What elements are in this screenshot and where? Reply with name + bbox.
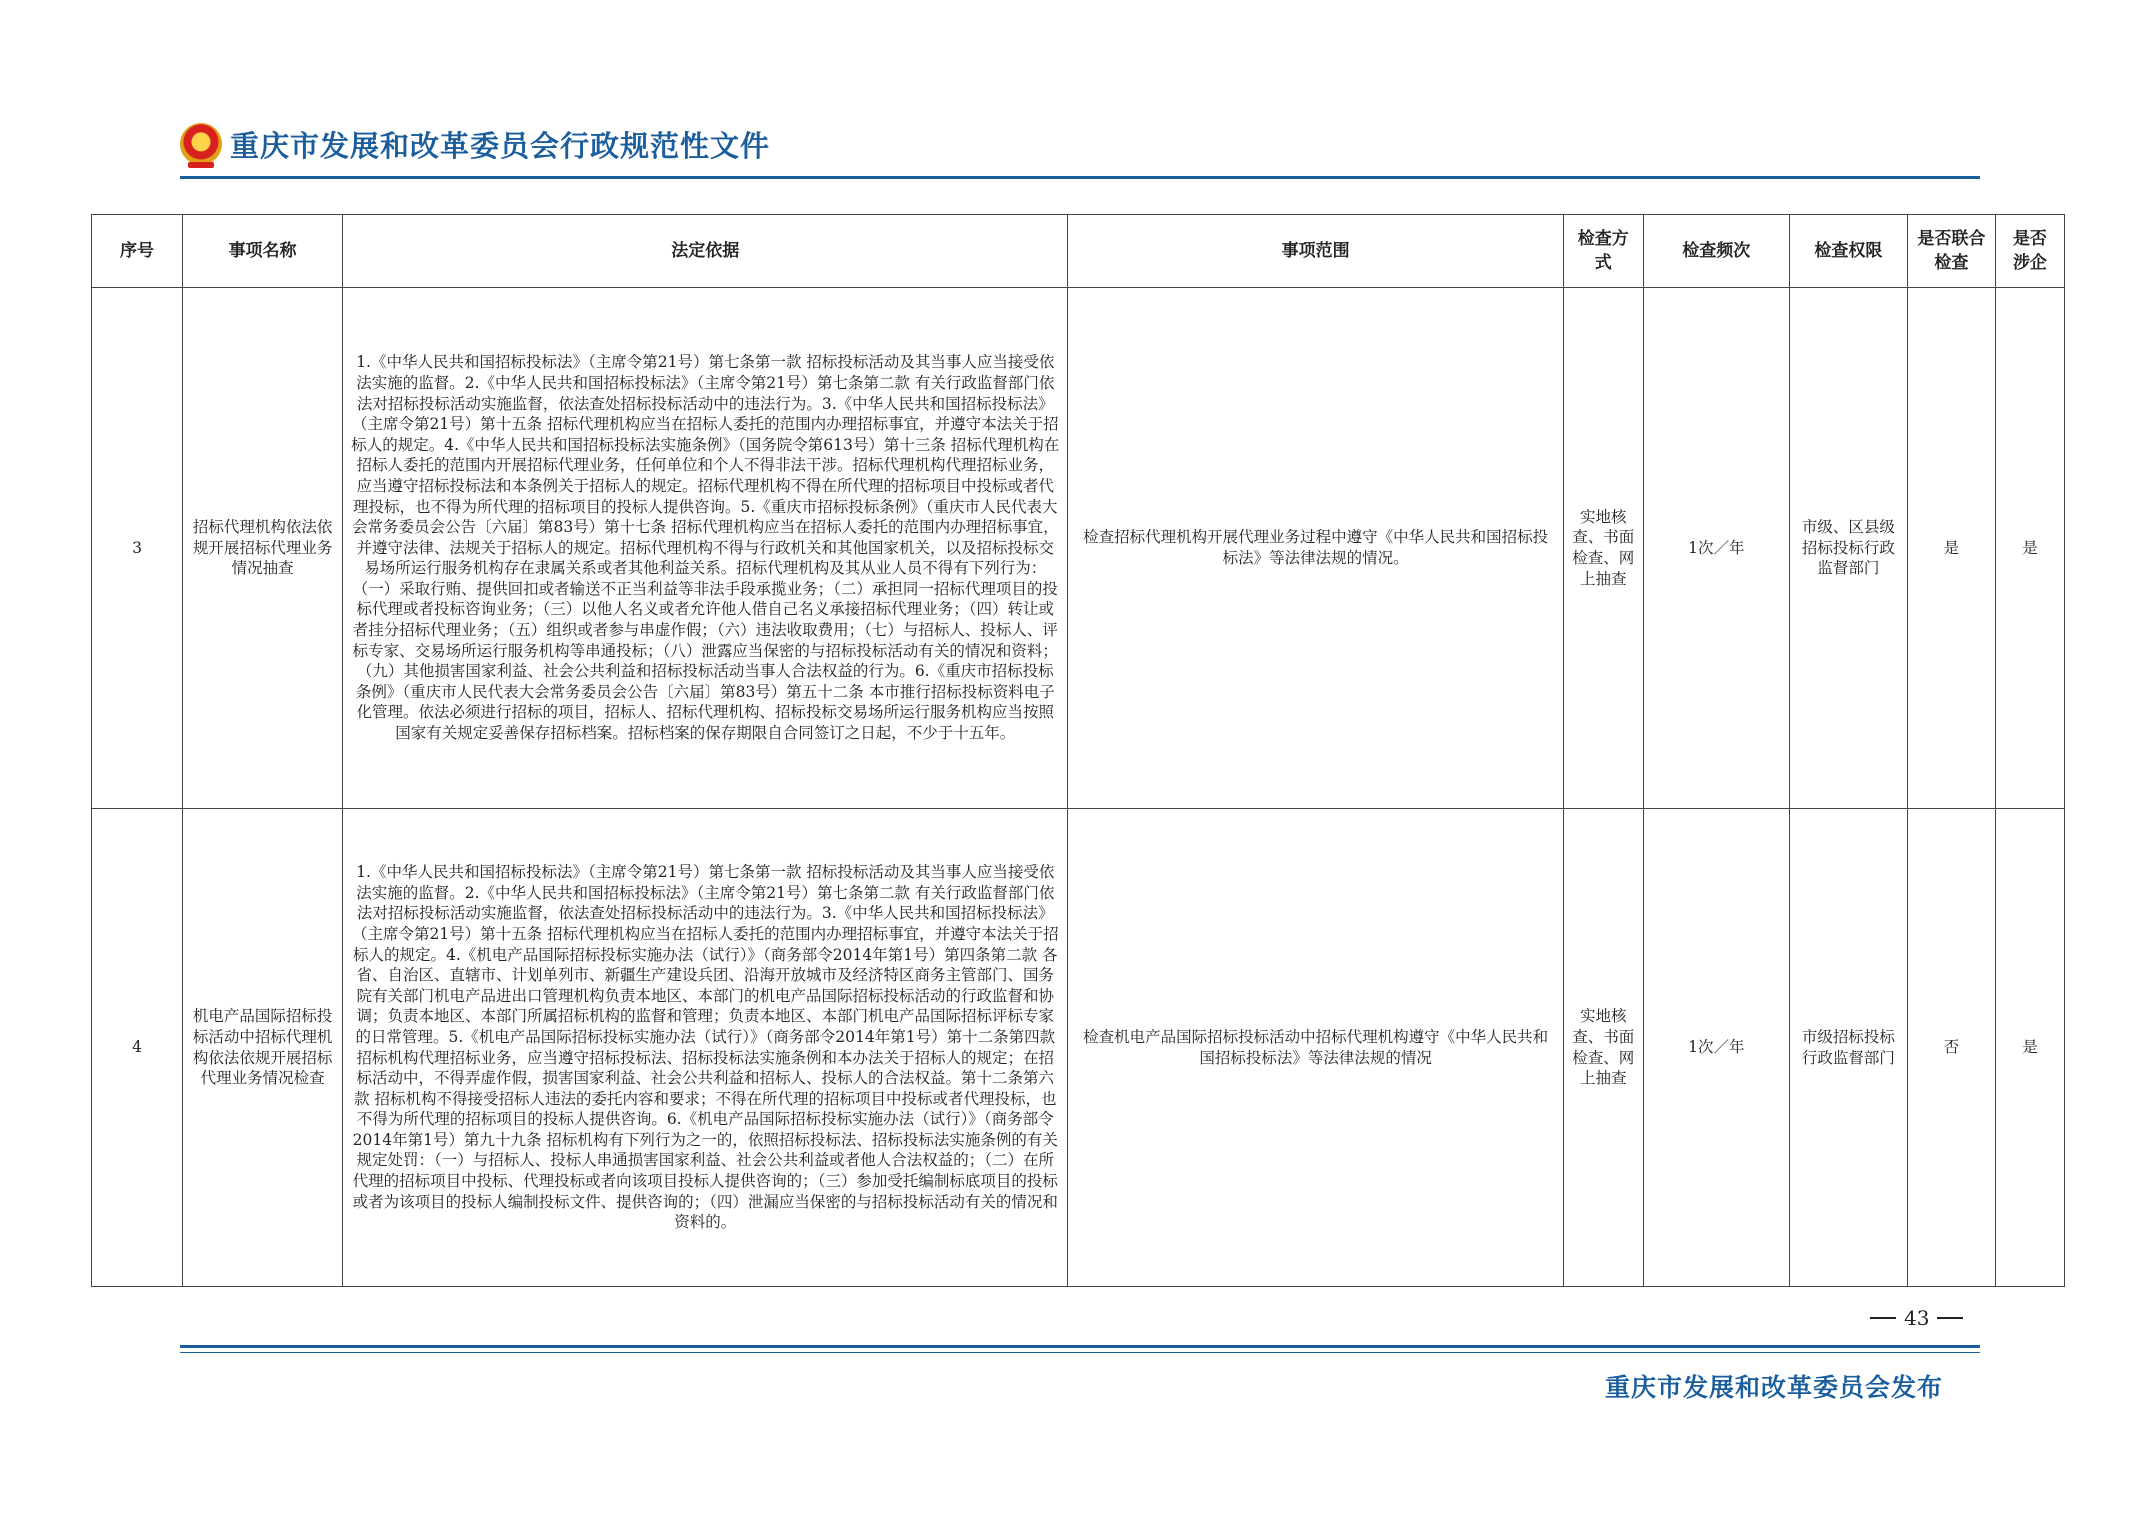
header-rule [180, 176, 1980, 179]
dash-right [1937, 1317, 1963, 1319]
col-header-method: 检查方式 [1563, 215, 1643, 288]
row-legal-basis: 1.《中华人民共和国招标投标法》（主席令第21号）第七条第一款 招标投标活动及其当事人应当接受依法实施的监督。2.《中华人民共和国招标投标法》（主席令第21号）第七条第二款 有关行政监督部门依法对招标投标活动实施监督，依法查处招标投标活动中的违法行为。3.《中华人民共和国招标投标法》（主席令第21号）第十五条 招标代理机构应当在招标人委托的范围内办理招标事宜，并遵守本法关于招标人的规定。4.《机电产品国际招标投标实施办法（试行）》（商务部令2014年第1号）第四条第二款 各省、自治区、直辖市、计划单列市、新疆生产建设兵团、沿海开放城市及经济特区商务主管部门、国务院有关部门机电产品进出口管理机构负责本地区、本部门的机电产品国际招标投标活动的行政监督和协调；负责本地区、本部门所属招标机构的监督和管理；负责本地区、本部门机电产品国际招标评标专家的日常管理。5.《机电产品国际招标投标实施办法（试行）》（商务部令2014年第1号）第十二条第四款 招标机构代理招标业务，应当遵守招标投标法、招标投标法实施条例和本办法关于招标人的规定；在招标活动中，不得弄虚作假，损害国家利益、社会公共利益和招标人、投标人的合法权益。第十二条第六款 招标机构不得接受招标人违法的委托内容和要求；不得在所代理的招标项目中投标或者代理投标，也不得为所代理的招标项目的投标人提供咨询。6.《机电产品国际招标投标实施办法（试行）》（商务部令2014年第1号）第九十九条 招标机构有下列行为之一的，依照招标投标法、招标投标法实施条例的有关规定处罚：（一）与招标人、投标人串通损害国家利益、社会公共利益或者他人合法权益的；（二）在所代理的招标项目中投标、代理投标或者向该项目投标人提供咨询的；（三）参加受托编制标底项目的投标或者为该项目的投标人编制投标文件、提供咨询的；（四）泄漏应当保密的与招标投标活动有关的情况和资料的。 [343, 809, 1068, 1287]
row-scope: 检查招标代理机构开展代理业务过程中遵守《中华人民共和国招标投标法》等法律法规的情况。 [1068, 288, 1563, 809]
page-number-value: 43 [1904, 1306, 1930, 1330]
dash-left [1870, 1317, 1896, 1319]
col-header-scope: 事项范围 [1068, 215, 1563, 288]
row-method: 实地核查、书面检查、网上抽查 [1563, 809, 1643, 1287]
col-header-frequency: 检查频次 [1643, 215, 1789, 288]
footer-rule [180, 1345, 1980, 1348]
footer-publisher: 重庆市发展和改革委员会发布 [1605, 1373, 1944, 1402]
col-header-joint: 是否联合检查 [1907, 215, 1995, 288]
table-header-row [92, 215, 2065, 288]
inspection-table [91, 214, 2065, 1287]
row-method: 实地核查、书面检查、网上抽查 [1563, 288, 1643, 809]
col-header-basis: 法定依据 [343, 215, 1068, 288]
row-enterprise: 是 [1995, 288, 2064, 809]
row-legal-basis: 1.《中华人民共和国招标投标法》（主席令第21号）第七条第一款 招标投标活动及其当事人应当接受依法实施的监督。2.《中华人民共和国招标投标法》（主席令第21号）第七条第二款 有关行政监督部门依法对招标投标活动实施监督，依法查处招标投标活动中的违法行为。3.《中华人民共和国招标投标法》（主席令第21号）第十五条 招标代理机构应当在招标人委托的范围内办理招标事宜，并遵守本法关于招标人的规定。4.《中华人民共和国招标投标法实施条例》（国务院令第613号）第十三条 招标代理机构在招标人委托的范围内开展招标代理业务，任何单位和个人不得非法干涉。招标代理机构代理招标业务，应当遵守招标投标法和本条例关于招标人的规定。招标代理机构不得在所代理的招标项目中投标或者代理投标，也不得为所代理的招标项目的投标人提供咨询。5.《重庆市招标投标条例》（重庆市人民代表大会常务委员会公告〔六届〕第83号）第十七条 招标代理机构应当在招标人委托的范围内办理招标事宜，并遵守法律、法规关于招标人的规定。招标代理机构不得与行政机关和其他国家机关，以及招标投标交易场所运行服务机构存在隶属关系或者其他利益关系。招标代理机构及其从业人员不得有下列行为：（一）采取行贿、提供回扣或者输送不正当利益等非法手段承揽业务；（二）承担同一招标代理项目的投标代理或者投标咨询业务；（三）以他人名义或者允许他人借自己名义承接招标代理业务；（四）转让或者挂分招标代理业务；（五）组织或者参与串虚作假；（六）违法收取费用；（七）与招标人、投标人、评标专家、交易场所运行服务机构等串通投标；（八）泄露应当保密的与招标投标活动有关的情况和资料；（九）其他损害国家利益、社会公共利益和招标投标活动当事人合法权益的行为。6.《重庆市招标投标条例》（重庆市人民代表大会常务委员会公告〔六届〕第83号）第五十二条 本市推行招标投标资料电子化管理。依法必须进行招标的项目，招标人、招标代理机构、招标投标交易场所运行服务机构应当按照国家有关规定妥善保存招标档案。招标档案的保存期限自合同签订之日起，不少于十五年。 [343, 288, 1068, 809]
row-joint: 否 [1907, 809, 1995, 1287]
row-frequency: 1次／年 [1643, 809, 1789, 1287]
row-enterprise: 是 [1995, 809, 2064, 1287]
col-header-enterprise: 是否涉企 [1995, 215, 2064, 288]
row-no: 4 [92, 809, 183, 1287]
table-row [92, 288, 2065, 809]
row-item-name: 招标代理机构依法依规开展招标代理业务情况抽查 [183, 288, 343, 809]
row-authority: 市级招标投标行政监督部门 [1789, 809, 1907, 1287]
row-joint: 是 [1907, 288, 1995, 809]
header-title: 重庆市发展和改革委员会行政规范性文件 [230, 128, 771, 163]
row-no: 3 [92, 288, 183, 809]
row-authority: 市级、区县级招标投标行政监督部门 [1789, 288, 1907, 809]
row-frequency: 1次／年 [1643, 288, 1789, 809]
row-scope: 检查机电产品国际招标投标活动中招标代理机构遵守《中华人民共和国招标投标法》等法律法规的情况 [1068, 809, 1563, 1287]
national-emblem-icon [180, 123, 222, 165]
col-header-authority: 检查权限 [1789, 215, 1907, 288]
table-row [92, 809, 2065, 1287]
col-header-no: 序号 [92, 215, 183, 288]
page-header [180, 118, 770, 170]
row-item-name: 机电产品国际招标投标活动中招标代理机构依法依规开展招标代理业务情况检查 [183, 809, 343, 1287]
col-header-name: 事项名称 [183, 215, 343, 288]
footer-rule-thin [180, 1352, 1980, 1353]
page-number [1870, 1306, 1963, 1330]
